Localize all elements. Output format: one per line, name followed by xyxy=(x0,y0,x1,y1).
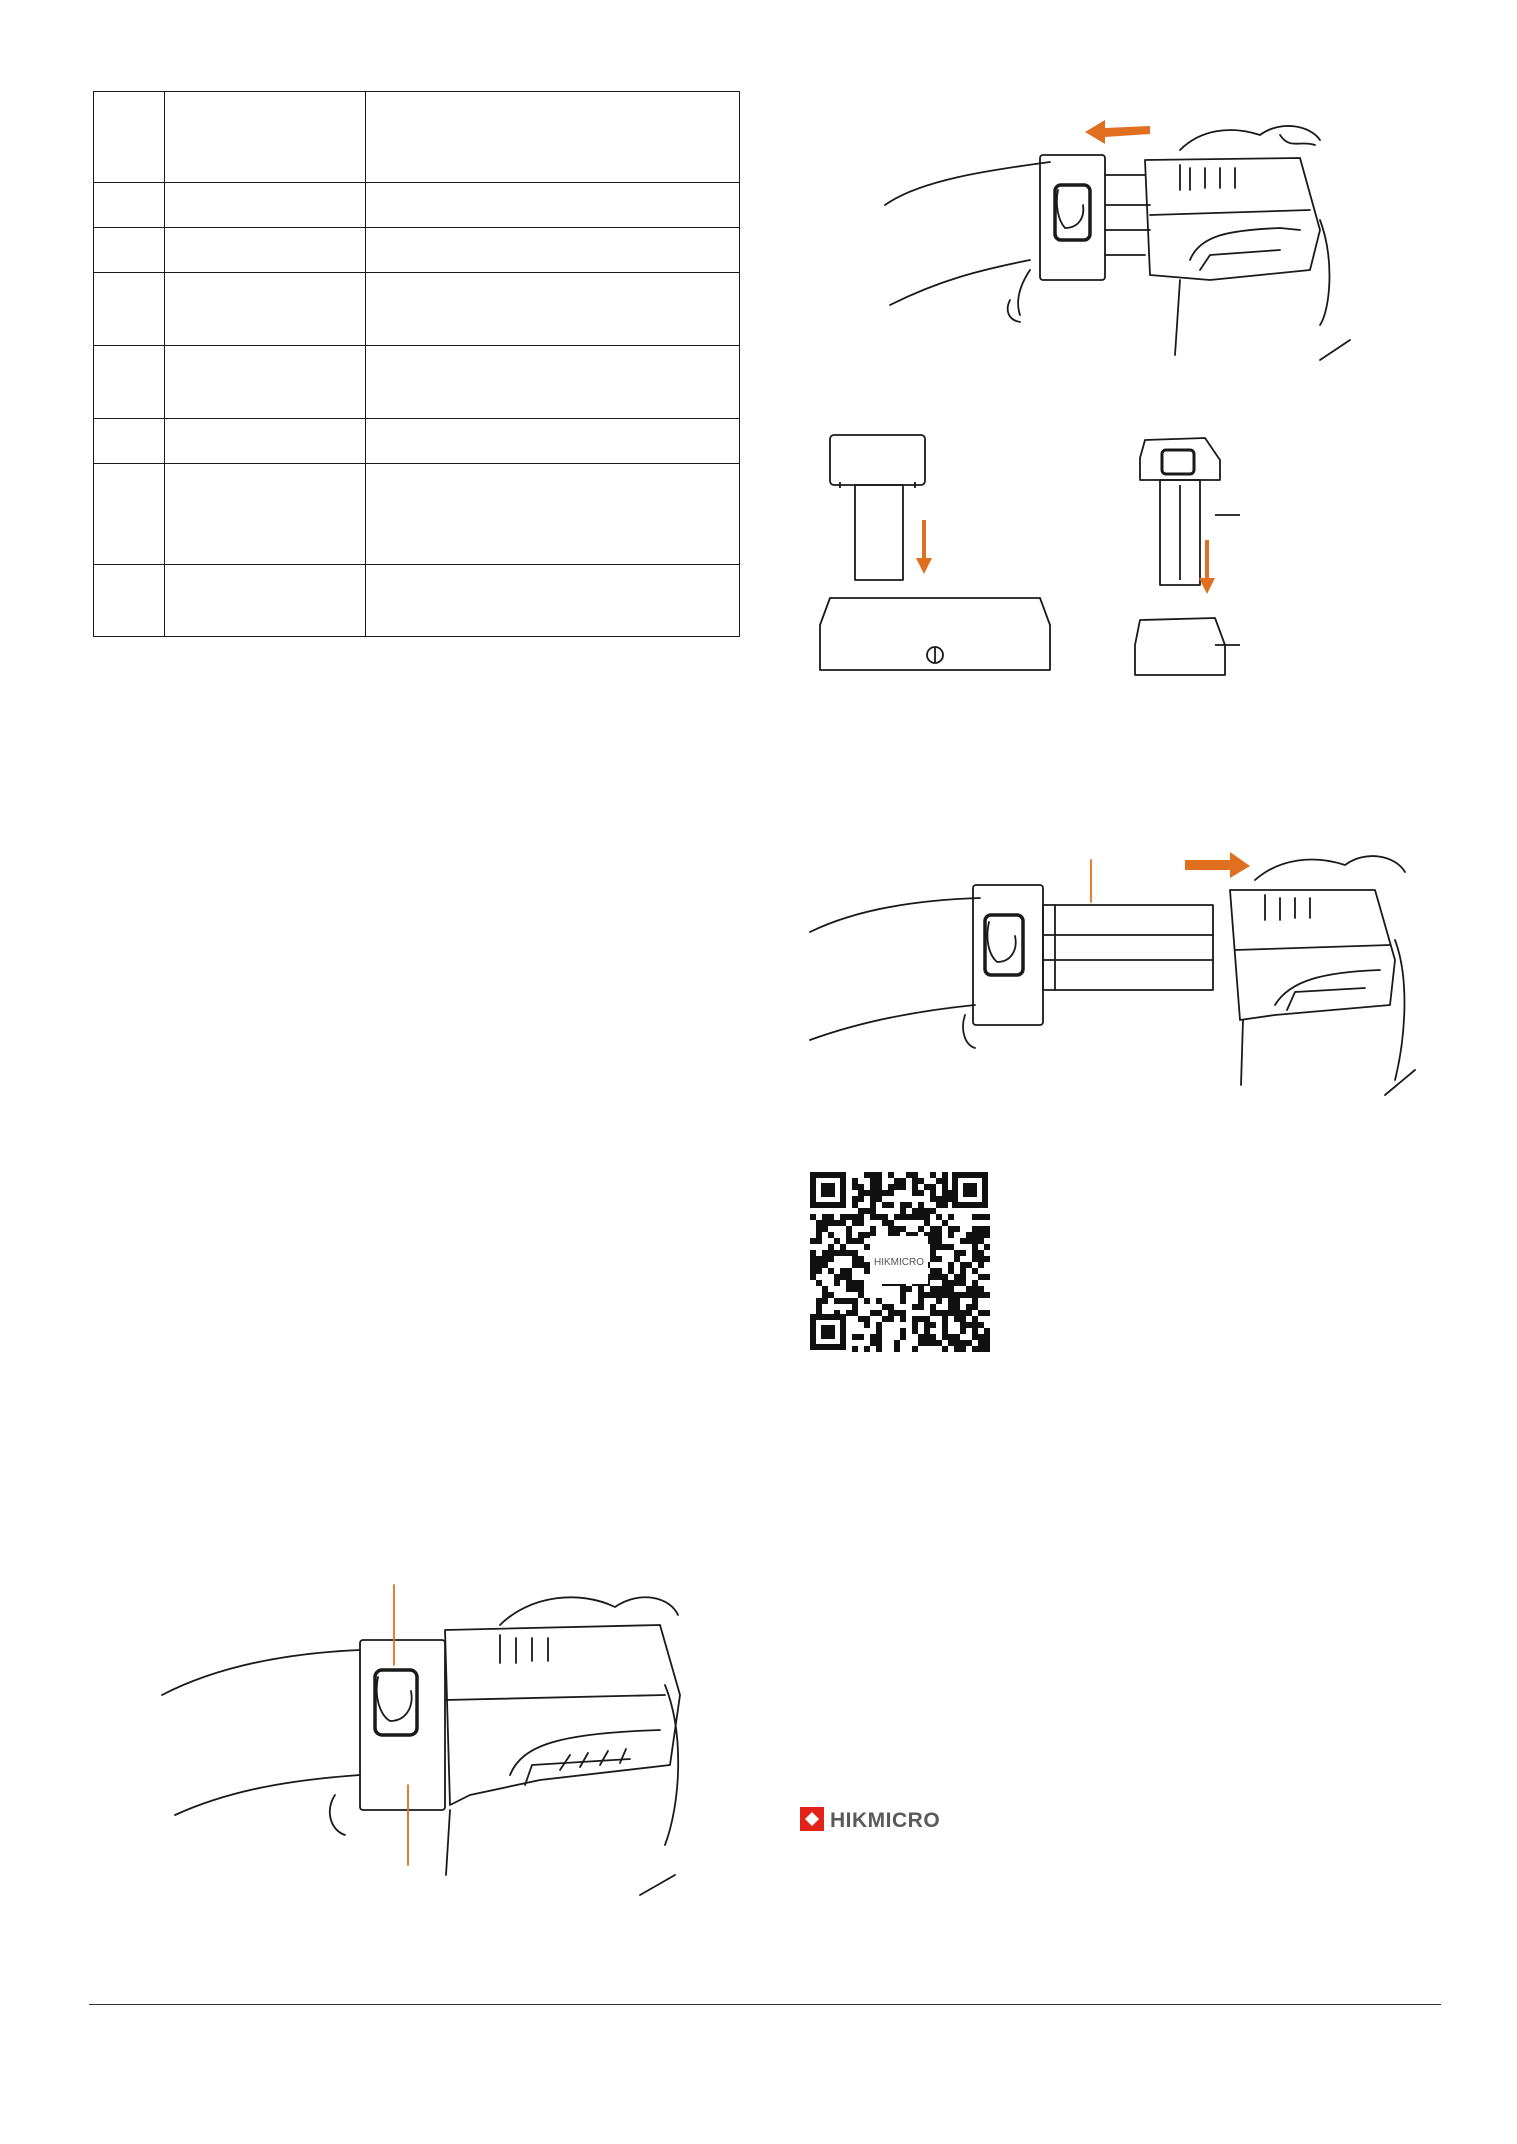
table-cell-desc xyxy=(366,92,740,183)
table-cell-desc xyxy=(366,273,740,346)
table-row xyxy=(94,464,740,565)
table-row xyxy=(94,565,740,637)
table-cell-no xyxy=(94,565,165,637)
brand-logo-text: HIKMICRO xyxy=(830,1809,941,1832)
table-cell-no xyxy=(94,346,165,419)
table-cell-item xyxy=(165,565,366,637)
table-cell-item xyxy=(165,419,366,464)
table-row xyxy=(94,346,740,419)
table-cell-no xyxy=(94,183,165,228)
insert-battery-illustration xyxy=(805,840,1425,1110)
table-cell-item xyxy=(165,183,366,228)
table-cell-no xyxy=(94,419,165,464)
table-cell-no xyxy=(94,228,165,273)
table-row xyxy=(94,228,740,273)
table-cell-desc xyxy=(366,228,740,273)
table-cell-no xyxy=(94,464,165,565)
table-cell-desc xyxy=(366,565,740,637)
spec-table xyxy=(93,91,740,637)
battery-cap-illustration xyxy=(160,1585,680,1905)
table-cell-no xyxy=(94,273,165,346)
table-cell-desc xyxy=(366,419,740,464)
table-row xyxy=(94,273,740,346)
qr-code xyxy=(808,1170,990,1352)
table-cell-item xyxy=(165,346,366,419)
table-cell-desc xyxy=(366,464,740,565)
brand-logo xyxy=(800,1805,941,1835)
footer-divider xyxy=(89,2004,1441,2005)
table-row xyxy=(94,419,740,464)
table-cell-item xyxy=(165,92,366,183)
charging-dock-illustration xyxy=(820,430,1260,680)
table-cell-desc xyxy=(366,183,740,228)
table-cell-item xyxy=(165,228,366,273)
table-cell-no xyxy=(94,92,165,183)
table-row xyxy=(94,183,740,228)
table-cell-desc xyxy=(366,346,740,419)
qr-center-text: HIKMICRO xyxy=(874,1257,924,1268)
remove-battery-illustration xyxy=(880,110,1340,370)
table-cell-item xyxy=(165,273,366,346)
table-cell-item xyxy=(165,464,366,565)
table-row xyxy=(94,92,740,183)
